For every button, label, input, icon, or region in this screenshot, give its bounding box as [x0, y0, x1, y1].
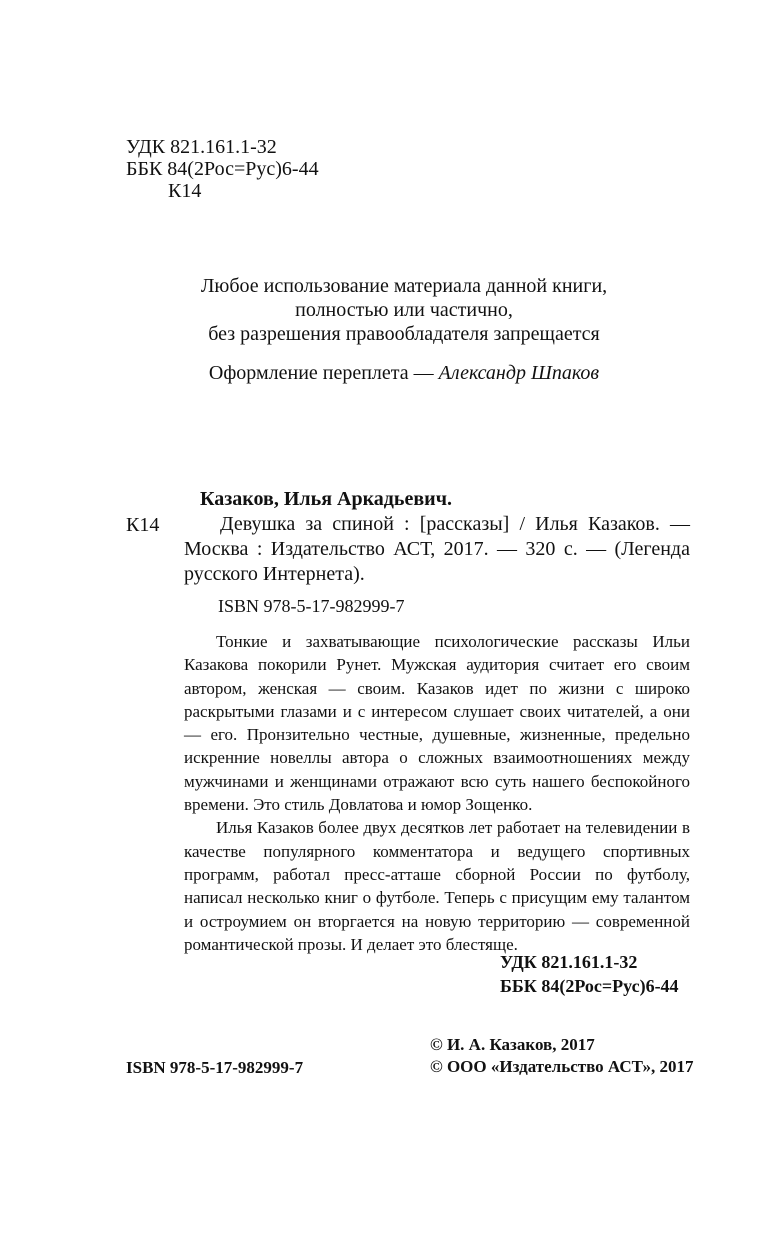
- udk-block-bottom: [500, 950, 679, 998]
- author-mark: К14: [168, 180, 202, 202]
- copyright-publisher: © ООО «Издательство АСТ», 2017: [430, 1057, 694, 1076]
- isbn-bottom: ISBN 978-5-17-982999-7: [126, 1058, 304, 1077]
- notice-line: Любое использование материала данной книги,: [200, 275, 608, 297]
- annotation: [184, 630, 690, 956]
- notice-line: без разрешения правообладателя запрещается: [208, 323, 600, 345]
- catalog-author: Казаков, Илья Аркадьевич.: [200, 488, 452, 510]
- catalog-description: Девушка за спиной : [рассказы] / Илья Казаков. — Москва : Издательство АСТ, 2017. — 320 с. — (Легенда русского Интернета).: [184, 513, 690, 585]
- copyright-notice: [0, 274, 768, 346]
- notice-line: полностью или частично,: [295, 299, 513, 321]
- udk-code-bottom: УДК 821.161.1-32: [500, 952, 638, 972]
- annotation-paragraph: Илья Казаков более двух десятков лет работает на телевидении в качестве популярного комментатора и ведущего спортивных программ, работал пресс-атташе сборной России по футболу, написал несколько книг о футболе. Теперь с присущим ему талантом и остроумием он вторгается на новую территорию — современной романтической прозы. И делает это блестяще.: [184, 818, 690, 954]
- udk-block-top: [126, 136, 319, 202]
- annotation-paragraph: Тонкие и захватывающие психологические рассказы Ильи Казакова покорили Рунет. Мужская аудитория считает его своим автором, женская — своим. Казаков идет по жизни с широко раскрытыми глазами и с интересом слушает своих читателей, а они — его. Пронзительно честные, душевные, жизненные, предельно искренние новеллы автора о сложных взаимоотношениях между мужчинами и женщинами отражают всю суть нашего беспокойного времени. Это стиль Довлатова и юмор Зощенко.: [184, 632, 690, 815]
- designer-name: Александр Шпаков: [438, 362, 600, 384]
- designer-label: Оформление переплета —: [208, 362, 439, 384]
- udk-code: УДК 821.161.1-32: [126, 136, 277, 158]
- catalog-isbn: ISBN 978-5-17-982999-7: [218, 596, 405, 616]
- copyright-author: © И. А. Казаков, 2017: [430, 1035, 595, 1054]
- bbk-code: ББК 84(2Рос=Рус)6-44: [126, 158, 319, 180]
- copyright-block: [430, 1034, 694, 1078]
- cover-designer: [0, 362, 768, 385]
- catalog-author-mark: К14: [126, 514, 160, 536]
- bbk-code-bottom: ББК 84(2Рос=Рус)6-44: [500, 976, 679, 996]
